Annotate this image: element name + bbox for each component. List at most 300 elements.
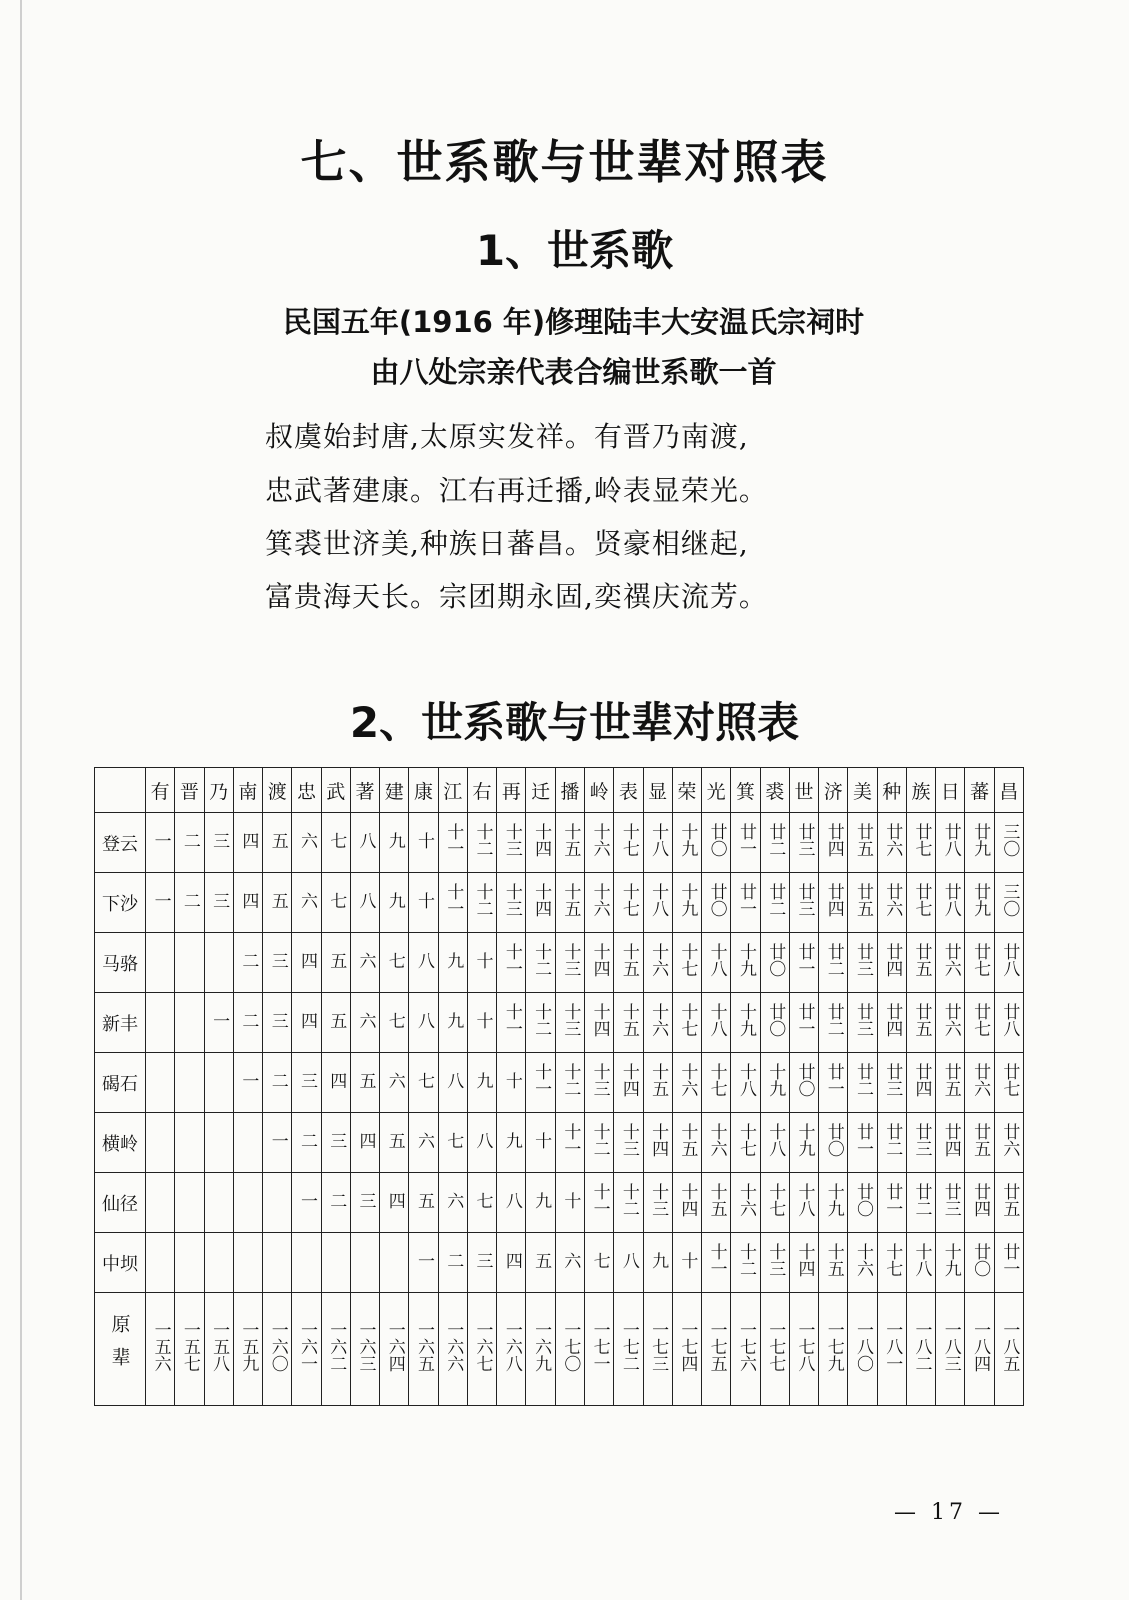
generation-value: 十八: [706, 1003, 727, 1037]
generation-cell: [292, 993, 321, 1053]
original-generation-cell: [146, 1293, 175, 1406]
original-generation-cell: [438, 1293, 467, 1406]
generation-value: 七: [384, 951, 405, 969]
original-generation-value: 一五六: [150, 1321, 171, 1372]
poem-line-2: 忠武著建康。江右再迁播,岭表显荣光。: [265, 474, 768, 507]
generation-value: 廿六: [882, 823, 903, 857]
generation-value: 廿八: [940, 823, 961, 857]
generation-cell: [526, 993, 555, 1053]
generation-cell: [321, 933, 350, 993]
original-generation-cell: [526, 1293, 555, 1406]
generation-value: 九: [531, 1191, 552, 1209]
generation-value: 廿四: [823, 823, 844, 857]
generation-value: 二: [238, 1011, 259, 1029]
original-generation-value: 一六九: [531, 1321, 552, 1372]
generation-cell: [438, 813, 467, 873]
generation-cell: [321, 1173, 350, 1233]
page-number: — 17 —: [894, 1500, 1004, 1525]
generation-cell: [526, 873, 555, 933]
generation-cell: [731, 1053, 760, 1113]
table-corner-cell: [95, 768, 146, 813]
generation-value: 廿九: [970, 823, 991, 857]
original-generation-cell: [584, 1293, 613, 1406]
generation-value: 十七: [735, 1123, 756, 1157]
generation-cell: [263, 1113, 292, 1173]
generation-cell: [906, 1233, 935, 1293]
generation-cell: [789, 1233, 818, 1293]
generation-cell: [848, 1233, 877, 1293]
generation-cell: [584, 993, 613, 1053]
generation-cell: [584, 933, 613, 993]
page-title: 七、世系歌与世辈对照表: [300, 135, 829, 189]
column-header: 裘: [760, 768, 789, 813]
generation-value: 三: [267, 1011, 288, 1029]
generation-cell: [965, 993, 994, 1053]
generation-cell: [614, 993, 643, 1053]
generation-value: 十二: [472, 883, 493, 917]
generation-value: 十一: [443, 883, 464, 917]
generation-cell: [994, 1173, 1023, 1233]
generation-cell: [175, 1113, 204, 1173]
generation-value: 三: [355, 1191, 376, 1209]
generation-value: 十六: [735, 1183, 756, 1217]
generation-cell: [848, 813, 877, 873]
generation-cell: [292, 1233, 321, 1293]
generation-value: 三: [267, 951, 288, 969]
generation-value: 六: [296, 891, 317, 909]
generation-cell: [497, 1113, 526, 1173]
generation-value: 十七: [765, 1183, 786, 1217]
column-header: 族: [906, 768, 935, 813]
generation-value: 二: [443, 1251, 464, 1269]
generation-value: 六: [414, 1131, 435, 1149]
generation-value: 廿二: [823, 1003, 844, 1037]
generation-cell: [819, 1053, 848, 1113]
generation-cell: [994, 1113, 1023, 1173]
generation-value: 六: [560, 1251, 581, 1269]
generation-value: 九: [384, 831, 405, 849]
generation-cell: [906, 993, 935, 1053]
generation-cell: [877, 1173, 906, 1233]
generation-value: 十七: [882, 1243, 903, 1277]
generation-cell: [877, 933, 906, 993]
generation-cell: [555, 1053, 584, 1113]
generation-cell: [877, 873, 906, 933]
generation-value: 十: [677, 1251, 698, 1269]
row-label: 横岭: [95, 1113, 146, 1173]
original-generation-label: 原辈: [108, 1313, 131, 1380]
generation-value: 十二: [472, 823, 493, 857]
column-header: 乃: [204, 768, 233, 813]
generation-value: 廿二: [823, 943, 844, 977]
generation-cell: [204, 1233, 233, 1293]
generation-value: 十四: [589, 1003, 610, 1037]
generation-value: 八: [472, 1131, 493, 1149]
generation-cell: [760, 1173, 789, 1233]
generation-value: 廿八: [940, 883, 961, 917]
original-generation-value: 一六六: [443, 1321, 464, 1372]
generation-cell: [789, 873, 818, 933]
generation-value: 廿三: [911, 1123, 932, 1157]
generation-value: 十八: [794, 1183, 815, 1217]
generation-cell: [409, 1113, 438, 1173]
generation-value: 十二: [560, 1063, 581, 1097]
generation-cell: [438, 1053, 467, 1113]
generation-cell: [526, 1053, 555, 1113]
generation-cell: [146, 1173, 175, 1233]
generation-cell: [877, 1233, 906, 1293]
generation-value: 廿五: [911, 943, 932, 977]
original-generation-cell: [350, 1293, 379, 1406]
generation-cell: [321, 813, 350, 873]
column-header: 迁: [526, 768, 555, 813]
generation-value: 廿三: [794, 883, 815, 917]
table-row-original: [95, 1293, 1024, 1406]
original-generation-cell: [906, 1293, 935, 1406]
generation-cell: [438, 993, 467, 1053]
generation-value: 廿三: [794, 823, 815, 857]
generation-value: 廿七: [911, 823, 932, 857]
generation-value: 十九: [677, 823, 698, 857]
generation-cell: [409, 993, 438, 1053]
table-row: [95, 813, 1024, 873]
column-header: 建: [380, 768, 409, 813]
original-generation-cell: [994, 1293, 1023, 1406]
generation-value: 九: [443, 1011, 464, 1029]
generation-cell: [204, 1113, 233, 1173]
original-generation-cell: [380, 1293, 409, 1406]
original-generation-value: 一六四: [384, 1321, 405, 1372]
original-generation-value: 一八四: [970, 1321, 991, 1372]
generation-cell: [555, 873, 584, 933]
generation-cell: [321, 993, 350, 1053]
generation-cell: [555, 813, 584, 873]
generation-cell: [789, 993, 818, 1053]
section1-title: 1、世系歌: [475, 226, 674, 275]
generation-cell: [994, 1053, 1023, 1113]
generation-cell: [702, 933, 731, 993]
table-row: [95, 933, 1024, 993]
generation-value: 廿四: [911, 1063, 932, 1097]
generation-value: 五: [267, 891, 288, 909]
generation-cell: [292, 873, 321, 933]
generation-cell: [614, 1053, 643, 1113]
generation-cell: [204, 813, 233, 873]
generation-cell: [292, 1053, 321, 1113]
generation-cell: [146, 993, 175, 1053]
generation-value: 廿一: [794, 1003, 815, 1037]
generation-cell: [467, 1233, 496, 1293]
generation-value: 十四: [589, 943, 610, 977]
column-header: 晋: [175, 768, 204, 813]
generation-value: 七: [414, 1071, 435, 1089]
original-generation-cell: [555, 1293, 584, 1406]
generation-cell: [204, 1053, 233, 1113]
generation-cell: [672, 993, 701, 1053]
generation-value: 廿二: [853, 1063, 873, 1097]
original-generation-value: 一七〇: [560, 1321, 581, 1372]
original-generation-value: 一七八: [794, 1321, 815, 1372]
original-generation-cell: [760, 1293, 789, 1406]
generation-value: 十: [560, 1191, 581, 1209]
generation-cell: [994, 1233, 1023, 1293]
generation-cell: [643, 813, 672, 873]
row-label: [95, 1293, 146, 1406]
generation-cell: [380, 1173, 409, 1233]
generation-cell: [467, 993, 496, 1053]
generation-cell: [146, 933, 175, 993]
generation-value: 二: [267, 1071, 288, 1089]
generation-cell: [643, 873, 672, 933]
original-generation-value: 一六八: [501, 1321, 522, 1372]
original-generation-cell: [263, 1293, 292, 1406]
generation-cell: [702, 1113, 731, 1173]
generation-cell: [497, 933, 526, 993]
generation-cell: [672, 1053, 701, 1113]
generation-value: 廿一: [853, 1123, 873, 1157]
generation-cell: [526, 1173, 555, 1233]
generation-cell: [672, 813, 701, 873]
original-generation-value: 一六二: [326, 1321, 347, 1372]
generation-value: 六: [355, 951, 376, 969]
row-label: 碣石: [95, 1053, 146, 1113]
generation-cell: [292, 1173, 321, 1233]
generation-cell: [497, 873, 526, 933]
generation-cell: [233, 1053, 262, 1113]
generation-cell: [438, 873, 467, 933]
column-header: 昌: [994, 768, 1023, 813]
generation-value: 六: [443, 1191, 464, 1209]
generation-value: 十七: [677, 1003, 698, 1037]
generation-value: 十一: [501, 1003, 522, 1037]
original-generation-cell: [233, 1293, 262, 1406]
generation-value: 十三: [589, 1063, 610, 1097]
original-generation-cell: [702, 1293, 731, 1406]
original-generation-cell: [848, 1293, 877, 1406]
generation-value: 五: [326, 1011, 347, 1029]
generation-cell: [819, 813, 848, 873]
generation-cell: [555, 933, 584, 993]
generation-value: 八: [355, 831, 376, 849]
generation-value: 十七: [677, 943, 698, 977]
generation-cell: [877, 1053, 906, 1113]
column-header: 康: [409, 768, 438, 813]
generation-cell: [409, 933, 438, 993]
original-generation-value: 一八二: [911, 1321, 932, 1372]
generation-value: 十五: [618, 1003, 639, 1037]
generation-value: 十七: [618, 883, 639, 917]
generation-value: 廿四: [882, 943, 903, 977]
column-header: 箕: [731, 768, 760, 813]
original-generation-value: 一六〇: [267, 1321, 288, 1372]
generation-cell: [263, 993, 292, 1053]
generation-cell: [409, 1233, 438, 1293]
generation-value: 十三: [618, 1123, 639, 1157]
generation-value: 十九: [735, 943, 756, 977]
original-generation-value: 一七三: [648, 1321, 669, 1372]
generation-cell: [614, 1173, 643, 1233]
generation-cell: [467, 1113, 496, 1173]
generation-cell: [350, 1233, 379, 1293]
generation-value: 十五: [823, 1243, 844, 1277]
generation-value: 五: [531, 1251, 552, 1269]
generation-value: 廿七: [911, 883, 932, 917]
column-header: 蕃: [965, 768, 994, 813]
generation-value: 廿四: [823, 883, 844, 917]
generation-cell: [906, 873, 935, 933]
column-header: 有: [146, 768, 175, 813]
original-generation-value: 一六七: [472, 1321, 493, 1372]
generation-value: 十六: [648, 1003, 669, 1037]
generation-value: 七: [384, 1011, 405, 1029]
generation-cell: [438, 933, 467, 993]
generation-cell: [906, 813, 935, 873]
generation-value: 四: [238, 891, 259, 909]
generation-value: 十: [501, 1071, 522, 1089]
generation-value: 廿〇: [765, 1003, 786, 1037]
generation-cell: [760, 873, 789, 933]
generation-value: 廿一: [882, 1183, 903, 1217]
generation-cell: [175, 1233, 204, 1293]
generation-cell: [614, 813, 643, 873]
generation-value: 廿一: [999, 1243, 1020, 1277]
generation-cell: [146, 813, 175, 873]
original-generation-value: 一五八: [209, 1321, 230, 1372]
original-generation-value: 一八五: [999, 1321, 1020, 1372]
generation-cell: [731, 1173, 760, 1233]
original-generation-cell: [936, 1293, 965, 1406]
generation-cell: [672, 1113, 701, 1173]
generation-cell: [497, 1053, 526, 1113]
generation-value: 七: [326, 891, 347, 909]
original-generation-cell: [204, 1293, 233, 1406]
generation-cell: [263, 933, 292, 993]
generation-cell: [760, 1113, 789, 1173]
generation-cell: [380, 873, 409, 933]
original-generation-cell: [789, 1293, 818, 1406]
generation-cell: [175, 813, 204, 873]
generation-value: 十二: [589, 1123, 610, 1157]
column-header: 岭: [584, 768, 613, 813]
generation-value: 十九: [823, 1183, 844, 1217]
generation-cell: [848, 1173, 877, 1233]
generation-cell: [263, 1173, 292, 1233]
generation-cell: [614, 1113, 643, 1173]
generation-value: 八: [414, 951, 435, 969]
generation-cell: [936, 813, 965, 873]
generation-value: 十七: [618, 823, 639, 857]
generation-cell: [555, 1113, 584, 1173]
generation-value: 十一: [443, 823, 464, 857]
generation-cell: [936, 1233, 965, 1293]
generation-cell: [731, 1113, 760, 1173]
generation-cell: [233, 873, 262, 933]
generation-cell: [263, 873, 292, 933]
section2-title: 2、世系歌与世辈对照表: [349, 698, 800, 747]
generation-cell: [526, 933, 555, 993]
generation-cell: [702, 1053, 731, 1113]
generation-cell: [877, 1113, 906, 1173]
generation-cell: [467, 873, 496, 933]
original-generation-cell: [292, 1293, 321, 1406]
generation-cell: [643, 993, 672, 1053]
table-row: [95, 1173, 1024, 1233]
generation-value: 一: [267, 1131, 288, 1149]
generation-value: 二: [326, 1191, 347, 1209]
generation-value: 四: [355, 1131, 376, 1149]
generation-cell: [906, 1053, 935, 1113]
generation-value: 廿〇: [853, 1183, 873, 1217]
generation-cell: [614, 1233, 643, 1293]
generation-cell: [438, 1233, 467, 1293]
generation-value: 十二: [735, 1243, 756, 1277]
generation-cell: [233, 813, 262, 873]
generation-cell: [672, 933, 701, 993]
generation-value: 四: [326, 1071, 347, 1089]
generation-value: 十三: [648, 1183, 669, 1217]
generation-cell: [789, 1113, 818, 1173]
generation-value: 十: [472, 951, 493, 969]
original-generation-value: 一五九: [238, 1321, 259, 1372]
generation-value: 二: [179, 831, 200, 849]
generation-value: 十: [414, 831, 435, 849]
original-generation-value: 一七五: [706, 1321, 727, 1372]
generation-value: 十五: [560, 823, 581, 857]
generation-value: 十: [472, 1011, 493, 1029]
generation-value: 三〇: [999, 823, 1020, 857]
original-generation-value: 一七四: [677, 1321, 698, 1372]
generation-value: 四: [296, 1011, 317, 1029]
generation-cell: [409, 873, 438, 933]
generation-cell: [731, 993, 760, 1053]
generation-value: 六: [384, 1071, 405, 1089]
generation-cell: [233, 1113, 262, 1173]
table-row: [95, 1113, 1024, 1173]
original-generation-value: 一七九: [823, 1321, 844, 1372]
generation-value: 七: [443, 1131, 464, 1149]
generation-cell: [965, 873, 994, 933]
generation-value: 十四: [677, 1183, 698, 1217]
generation-cell: [906, 1113, 935, 1173]
generation-cell: [702, 1173, 731, 1233]
generation-cell: [643, 1173, 672, 1233]
generation-cell: [702, 1233, 731, 1293]
generation-cell: [789, 933, 818, 993]
generation-value: 十八: [706, 943, 727, 977]
original-generation-cell: [731, 1293, 760, 1406]
generation-value: 四: [238, 831, 259, 849]
generation-cell: [936, 1173, 965, 1233]
column-header: 播: [555, 768, 584, 813]
generation-cell: [263, 1233, 292, 1293]
generation-cell: [467, 933, 496, 993]
original-generation-cell: [819, 1293, 848, 1406]
generation-value: 廿一: [735, 823, 756, 857]
generation-cell: [672, 1173, 701, 1233]
original-generation-cell: [614, 1293, 643, 1406]
generation-value: 一: [414, 1251, 435, 1269]
generation-cell: [146, 873, 175, 933]
generation-cell: [409, 1173, 438, 1233]
poem-line-3: 箕裘世济美,种族日蕃昌。贤豪相继起,: [265, 527, 749, 560]
generation-cell: [350, 993, 379, 1053]
generation-value: 十九: [677, 883, 698, 917]
generation-cell: [760, 1053, 789, 1113]
generation-value: 七: [472, 1191, 493, 1209]
generation-cell: [321, 873, 350, 933]
poem-line-1: 叔虞始封唐,太原实发祥。有晋乃南渡,: [265, 420, 749, 453]
generation-value: 九: [472, 1071, 493, 1089]
